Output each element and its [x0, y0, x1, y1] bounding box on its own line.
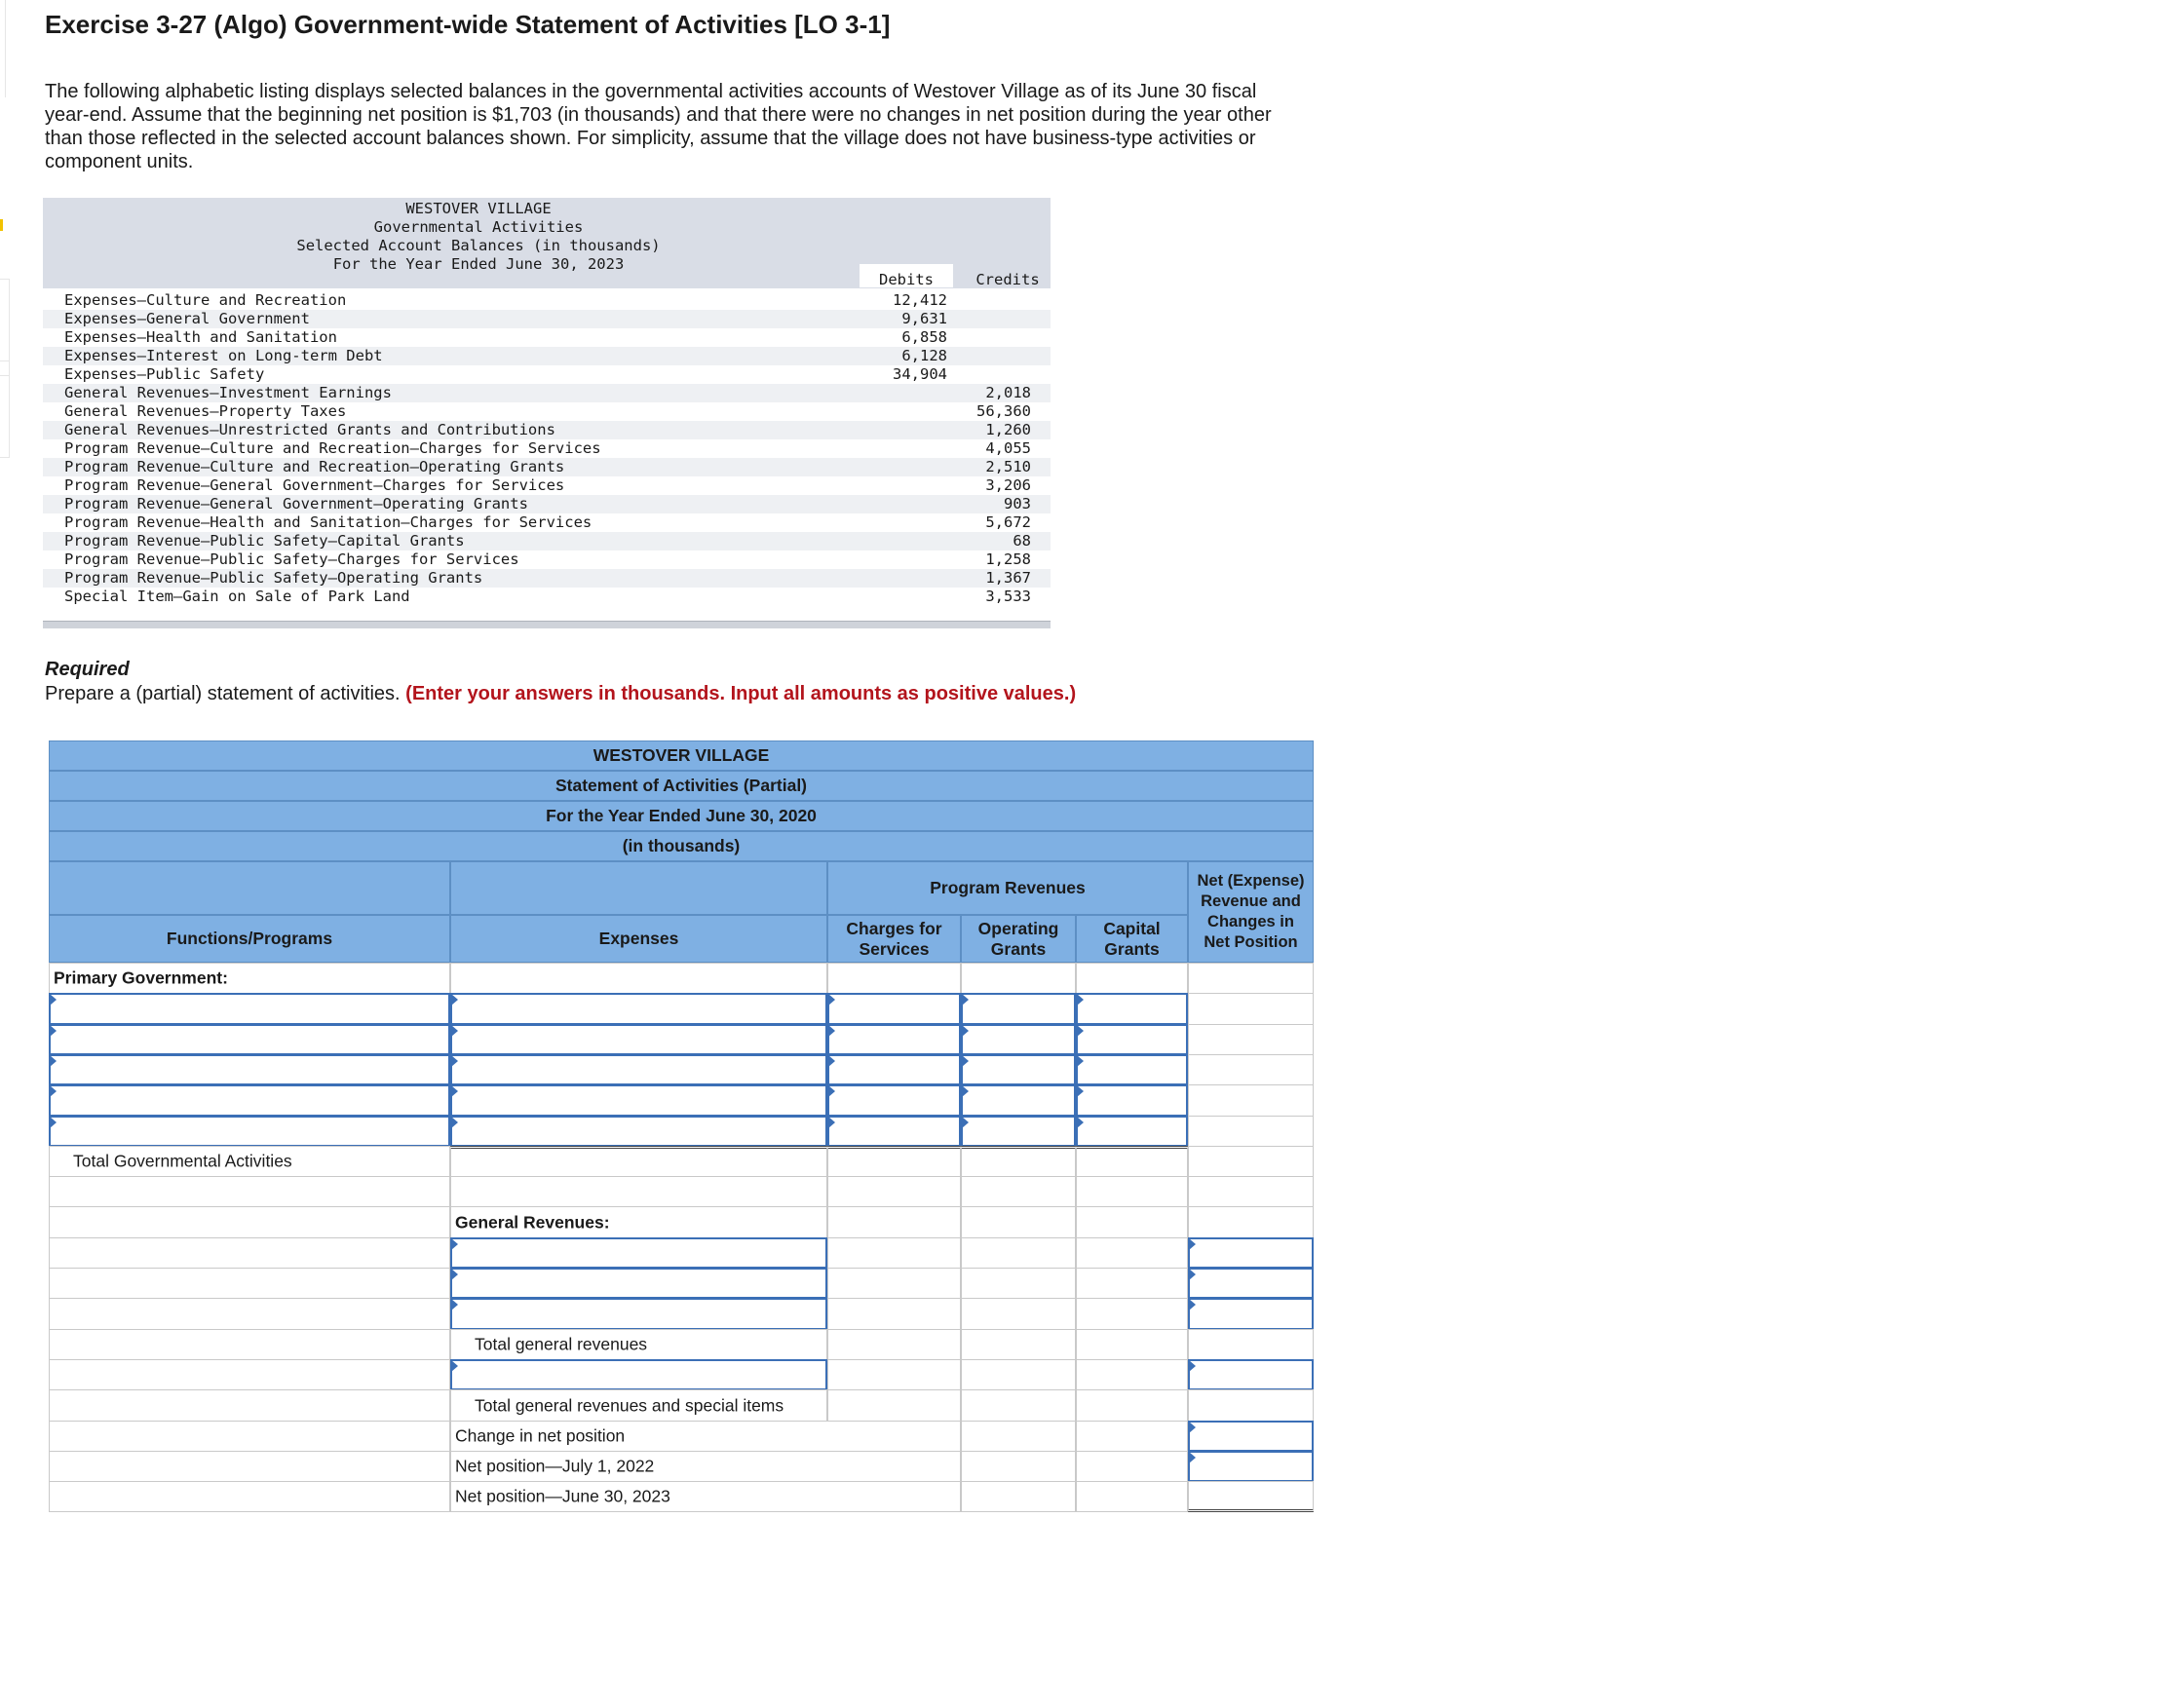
expenses-cell	[450, 1146, 827, 1177]
account-name: Program Revenue—Public Safety—Operating Grants	[64, 569, 483, 587]
total-general-and-special-label: Total general revenues and special items	[475, 1395, 784, 1415]
account-balances-table	[43, 198, 1051, 626]
function-input[interactable]	[49, 993, 450, 1025]
charges-input[interactable]	[827, 993, 961, 1025]
credit-amount: 4,055	[985, 439, 1031, 457]
capital-grants-cell	[1076, 1359, 1188, 1390]
credits-header: Credits	[975, 271, 1040, 288]
ledger-row	[43, 421, 1051, 439]
statement-subtitle: Statement of Activities (Partial)	[49, 771, 1314, 801]
account-name: Expenses—Interest on Long-term Debt	[64, 347, 383, 364]
account-name: Program Revenue—Public Safety—Charges for Services	[64, 550, 519, 568]
debits-header: Debits	[879, 271, 934, 288]
net-position-input[interactable]	[1188, 1237, 1314, 1269]
operating-grants-cell	[961, 1298, 1076, 1330]
change-in-net-position-label: Change in net position	[455, 1425, 626, 1446]
credit-amount: 1,258	[985, 550, 1031, 568]
net-position-cell	[1188, 1329, 1314, 1360]
function-cell	[49, 963, 450, 994]
function-cell	[49, 1237, 450, 1269]
debit-amount: 9,631	[901, 310, 947, 327]
function-input[interactable]	[49, 1024, 450, 1055]
general-revenues-label: General Revenues:	[455, 1212, 610, 1232]
account-name: Program Revenue—Culture and Recreation—Charges for Services	[64, 439, 601, 457]
net-position-cell	[1188, 1481, 1314, 1512]
capital-grants-cell	[1076, 963, 1188, 994]
ledger-footer	[43, 621, 1051, 628]
ledger-row	[43, 328, 1051, 347]
ledger-row	[43, 310, 1051, 328]
expenses-input[interactable]	[450, 1237, 827, 1269]
total-general-revenues-label: Total general revenues	[475, 1334, 648, 1354]
function-cell	[49, 1481, 450, 1512]
expenses-input[interactable]	[450, 1084, 827, 1117]
capital-grants-header: Capital Grants	[1076, 915, 1188, 963]
account-name: Program Revenue—General Government—Charges for Services	[64, 476, 565, 494]
statement-period: For the Year Ended June 30, 2020	[49, 801, 1314, 831]
operating-grants-cell	[961, 1481, 1076, 1512]
account-name: Expenses—General Government	[64, 310, 310, 327]
account-name: General Revenues—Property Taxes	[64, 402, 347, 420]
net-position-input[interactable]	[1188, 1359, 1314, 1390]
net-position-input[interactable]	[1188, 1268, 1314, 1299]
net-position-input[interactable]	[1188, 1421, 1314, 1452]
operating-grants-input[interactable]	[961, 993, 1076, 1025]
instruction-text	[45, 683, 1076, 705]
ledger-row	[43, 476, 1051, 495]
ledger-row	[43, 569, 1051, 588]
function-cell	[49, 1329, 450, 1360]
expenses-cell	[450, 1176, 827, 1207]
operating-grants-header: Operating Grants	[961, 915, 1076, 963]
operating-grants-cell	[961, 1329, 1076, 1360]
header-blank	[450, 861, 827, 915]
account-name: Expenses—Culture and Recreation	[64, 291, 347, 309]
ledger-row	[43, 439, 1051, 458]
net-position-input[interactable]	[1188, 1298, 1314, 1330]
left-border-bar	[0, 0, 6, 97]
expenses-header: Expenses	[450, 915, 827, 963]
credit-amount: 3,533	[985, 588, 1031, 605]
debit-amount: 34,904	[893, 365, 947, 383]
charges-cell	[827, 1298, 961, 1330]
operating-grants-cell	[961, 1359, 1076, 1390]
charges-cell	[827, 1237, 961, 1269]
net-expense-revenue-header: Net (Expense) Revenue and Changes in Net Position	[1188, 861, 1314, 963]
capital-grants-cell	[1076, 1329, 1188, 1360]
debit-amount: 6,128	[901, 347, 947, 364]
function-cell	[49, 1206, 450, 1238]
net-position-cell	[1188, 1084, 1314, 1117]
capital-grants-input[interactable]	[1076, 1054, 1188, 1085]
operating-grants-input[interactable]	[961, 1116, 1076, 1147]
function-cell	[49, 1451, 450, 1482]
capital-grants-input[interactable]	[1076, 1024, 1188, 1055]
ledger-title-line: WESTOVER VILLAGE	[405, 200, 552, 217]
charges-input[interactable]	[827, 1024, 961, 1055]
credit-amount: 3,206	[985, 476, 1031, 494]
charges-cell	[827, 1206, 961, 1238]
expenses-input[interactable]	[450, 1116, 827, 1147]
capital-grants-cell	[1076, 1298, 1188, 1330]
operating-grants-cell	[961, 1389, 1076, 1422]
function-cell	[49, 1359, 450, 1390]
net-position-cell	[1188, 1206, 1314, 1238]
function-cell	[49, 1268, 450, 1299]
problem-intro: The following alphabetic listing displays selected balances in the governmental activities accounts of Westover Village as of its June 30 fiscal year-end. Assume that the beginning net position is $1,703 (in thousands) and that there were no changes in net position during the year other than those reflected in the selected account balances shown. For simplicity, assume that the village does not have business-type activities or component units.	[45, 81, 1272, 172]
net-position-cell	[1188, 963, 1314, 994]
expenses-cell	[450, 1451, 961, 1482]
credit-amount: 2,510	[985, 458, 1031, 475]
expenses-input[interactable]	[450, 1054, 827, 1085]
ledger-title-line: Selected Account Balances (in thousands)	[296, 237, 661, 254]
ledger-row	[43, 588, 1051, 606]
account-name: Program Revenue—General Government—Operating Grants	[64, 495, 528, 512]
credit-amount: 903	[1004, 495, 1031, 512]
function-cell	[49, 1176, 450, 1207]
charges-cell	[827, 1146, 961, 1177]
statement-title: WESTOVER VILLAGE	[49, 740, 1314, 771]
ledger-row	[43, 365, 1051, 384]
operating-grants-cell	[961, 963, 1076, 994]
operating-grants-cell	[961, 1451, 1076, 1482]
credit-amount: 2,018	[985, 384, 1031, 401]
net-position-begin-label: Net position—July 1, 2022	[455, 1456, 655, 1476]
account-name: Expenses—Health and Sanitation	[64, 328, 337, 346]
expenses-cell	[450, 1329, 827, 1360]
expenses-input[interactable]	[450, 993, 827, 1025]
account-name: Special Item—Gain on Sale of Park Land	[64, 588, 410, 605]
charges-input[interactable]	[827, 1116, 961, 1147]
capital-grants-cell	[1076, 1451, 1188, 1482]
ledger-row	[43, 402, 1051, 421]
ledger-title-line: For the Year Ended June 30, 2023	[332, 255, 625, 273]
net-position-cell	[1188, 1176, 1314, 1207]
net-position-cell	[1188, 993, 1314, 1025]
account-name: General Revenues—Unrestricted Grants and Contributions	[64, 421, 555, 438]
charges-input[interactable]	[827, 1084, 961, 1117]
instruction-emphasis: (Enter your answers in thousands. Input all amounts as positive values.)	[405, 683, 1077, 704]
operating-grants-input[interactable]	[961, 1084, 1076, 1117]
charges-cell	[827, 1176, 961, 1207]
page-title: Exercise 3-27 (Algo) Government-wide Statement of Activities [LO 3-1]	[45, 10, 891, 39]
account-name: Expenses—Public Safety	[64, 365, 265, 383]
expenses-input[interactable]	[450, 1359, 827, 1390]
expenses-input[interactable]	[450, 1298, 827, 1330]
charges-cell	[827, 1359, 961, 1390]
credit-amount: 1,260	[985, 421, 1031, 438]
charges-for-services-header: Charges for Services	[827, 915, 961, 963]
statement-units: (in thousands)	[49, 831, 1314, 861]
capital-grants-input[interactable]	[1076, 1116, 1188, 1147]
capital-grants-cell	[1076, 1268, 1188, 1299]
total-governmental-label: Total Governmental Activities	[73, 1151, 292, 1171]
capital-grants-cell	[1076, 1206, 1188, 1238]
charges-input[interactable]	[827, 1054, 961, 1085]
instruction-main: Prepare a (partial) statement of activities.	[45, 683, 401, 704]
function-cell	[49, 1421, 450, 1452]
charges-cell	[827, 963, 961, 994]
debit-amount: 12,412	[893, 291, 947, 309]
program-revenues-header: Program Revenues	[827, 861, 1188, 915]
primary-government-label: Primary Government:	[54, 968, 228, 988]
function-cell	[49, 1146, 450, 1177]
operating-grants-cell	[961, 1176, 1076, 1207]
net-position-cell	[1188, 1116, 1314, 1147]
credit-amount: 68	[1013, 532, 1031, 550]
account-name: General Revenues—Investment Earnings	[64, 384, 392, 401]
account-name: Program Revenue—Culture and Recreation—Operating Grants	[64, 458, 565, 475]
net-position-cell	[1188, 1024, 1314, 1055]
expenses-cell	[450, 1481, 961, 1512]
operating-grants-input[interactable]	[961, 1054, 1076, 1085]
function-input[interactable]	[49, 1084, 450, 1117]
expenses-cell	[450, 1206, 827, 1238]
capital-grants-cell	[1076, 1146, 1188, 1177]
capital-grants-cell	[1076, 1176, 1188, 1207]
capital-grants-cell	[1076, 1481, 1188, 1512]
net-position-cell	[1188, 1054, 1314, 1085]
ledger-row	[43, 550, 1051, 569]
ledger-title-line: Governmental Activities	[373, 218, 584, 236]
capital-grants-cell	[1076, 1421, 1188, 1452]
operating-grants-cell	[961, 1146, 1076, 1177]
capital-grants-input[interactable]	[1076, 993, 1188, 1025]
ledger-row	[43, 347, 1051, 365]
ledger-row	[43, 458, 1051, 476]
operating-grants-input[interactable]	[961, 1024, 1076, 1055]
expenses-cell	[450, 963, 827, 994]
operating-grants-cell	[961, 1268, 1076, 1299]
expenses-cell	[450, 1421, 961, 1452]
operating-grants-cell	[961, 1421, 1076, 1452]
operating-grants-cell	[961, 1237, 1076, 1269]
expenses-cell	[450, 1389, 827, 1422]
header-blank	[49, 861, 450, 915]
capital-grants-cell	[1076, 1389, 1188, 1422]
capital-grants-cell	[1076, 1237, 1188, 1269]
ledger-row	[43, 513, 1051, 532]
column-headers	[49, 861, 1314, 963]
charges-cell	[827, 1329, 961, 1360]
required-label: Required	[45, 659, 130, 680]
function-cell	[49, 1389, 450, 1422]
function-input[interactable]	[49, 1054, 450, 1085]
ledger-rows	[43, 291, 1051, 606]
operating-grants-cell	[961, 1206, 1076, 1238]
charges-cell	[827, 1268, 961, 1299]
net-position-cell	[1188, 1389, 1314, 1422]
net-position-input[interactable]	[1188, 1451, 1314, 1482]
credit-amount: 56,360	[976, 402, 1031, 420]
credit-amount: 1,367	[985, 569, 1031, 587]
function-cell	[49, 1298, 450, 1330]
ledger-row	[43, 495, 1051, 513]
credit-amount: 5,672	[985, 513, 1031, 531]
expenses-input[interactable]	[450, 1024, 827, 1055]
account-name: Program Revenue—Health and Sanitation—Charges for Services	[64, 513, 593, 531]
net-position-end-label: Net position—June 30, 2023	[455, 1486, 670, 1506]
ledger-row	[43, 384, 1051, 402]
account-name: Program Revenue—Public Safety—Capital Grants	[64, 532, 465, 550]
expenses-input[interactable]	[450, 1268, 827, 1299]
net-position-cell	[1188, 1146, 1314, 1177]
function-input[interactable]	[49, 1116, 450, 1147]
ledger-row	[43, 291, 1051, 310]
ledger-row	[43, 532, 1051, 550]
left-panel-edge	[0, 361, 10, 458]
functions-programs-header: Functions/Programs	[49, 915, 450, 963]
capital-grants-input[interactable]	[1076, 1084, 1188, 1117]
charges-cell	[827, 1389, 961, 1422]
debit-amount: 6,858	[901, 328, 947, 346]
